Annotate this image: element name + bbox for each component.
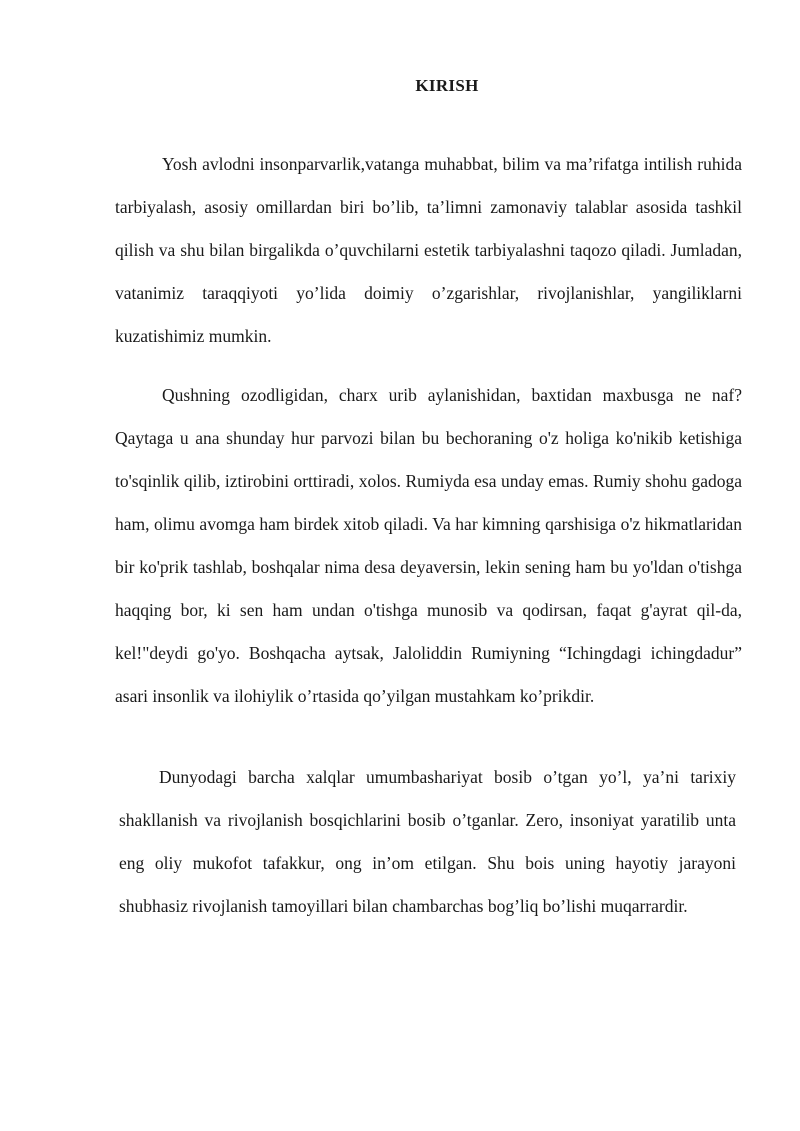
paragraph-2: Qushning ozodligidan, charx urib aylanishidan, baxtidan maxbusga ne naf? Qaytaga u ana shunday hur parvozi bilan bu bechoraning o'z holiga ko'nikib ketishiga to'sqinlik qilib, iztirobini orttiradi, xolos. Rumiyda esa unday emas. Rumiy shohu gadoga ham, olimu avomga ham birdek xitob qiladi. Va har kimning qarshisiga o'z hikmatlaridan bir ko'prik tashlab, boshqalar nima desa deyaversin, lekin sening ham bu yo'ldan o'tishga haqqing bor, ki sen ham undan o'tishga munosib va qodirsan, faqat g'ayrat qil-da, kel!"deydi go'yo. Boshqacha aytsak, Jaloliddin Rumiyning “Ichingdagi ichingdadur” asari insonlik va ilohiylik o’rtasida qo’yilgan mustahkam ko’prikdir. bbox=[115, 384, 742, 706]
page-title: KIRISH bbox=[415, 76, 479, 95]
paragraph-3: Dunyodagi barcha xalqlar umumbashariyat bosib o’tgan yo’l, ya’ni tarixiy shakllanish va rivojlanish bosqichlarini bosib o’tganlar. Zero, insoniyat yaratilib unta eng oliy mukofot tafakkur, ong in’om etilgan. Shu bois uning hayotiy jarayoni shubhasiz rivojlanish tamoyillari bilan chambarchas bog’liq bo’lishi muqarrardir. bbox=[119, 766, 736, 916]
paragraph-1: Yosh avlodni insonparvarlik,vatanga muhabbat, bilim va ma’rifatga intilish ruhida tarbiyalash, asosiy omillardan biri bo’lib, ta’limni zamonaviy talablar asosida tashkil qilish va shu bilan birgalikda o’quvchilarni estetik tarbiyalashni taqozo qiladi. Jumladan, vatanimiz taraqqiyoti yo’lida doimiy o’zgarishlar, rivojlanishlar, yangiliklarni kuzatishimiz mumkin. bbox=[115, 153, 742, 346]
